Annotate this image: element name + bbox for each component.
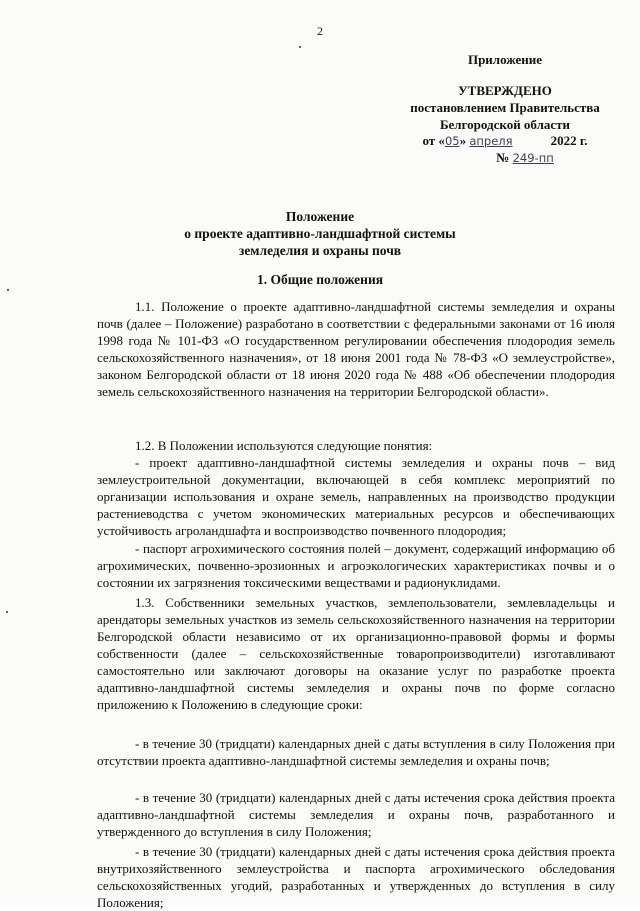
approved-date xyxy=(400,132,610,150)
approved-by-decree: постановлением Правительства xyxy=(410,100,600,115)
date-prefix: от « xyxy=(422,133,445,148)
scan-speck xyxy=(6,611,8,613)
date-month: апреля xyxy=(469,134,513,148)
deadline-item-3: - в течение 30 (тридцати) календарных дней с даты истечения срока действия проекта внутрихозяйственного землеустройства и паспорта агрохимического обследования сельскохозяйственных угодий, разработанных и утвержденных до вступления в силу Положения; xyxy=(97,844,615,910)
date-day: 05 xyxy=(444,134,460,148)
doc-title-line-2: о проекте адаптивно-ландшафтной системы xyxy=(184,226,456,241)
number-value: 249-пп xyxy=(512,151,554,165)
paragraph-1-1: 1.1. Положение о проекте адаптивно-ландшафтной системы земледелия и охраны почв (далее – Положение) разработано в соответствии с федеральными законами от 16 июля 1998 года № 101-ФЗ «О государственном регулировании обеспечения плодородия земель сельскохозяйственного назначения», от 18 июня 2001 года № 78-ФЗ «О землеустройстве», законом Белгородской области от 18 июня 2020 года № 488 «Об обеспечении плодородия земель сельскохозяйственного назначения на территории Белгородской области». xyxy=(97,299,615,399)
paragraph-1-2: 1.2. В Положении используются следующие понятия: xyxy=(135,438,433,453)
paragraph-1-3: 1.3. Собственники земельных участков, землепользователи, землевладельцы и арендаторы земельных участков из земель сельскохозяйственного назначения на территории Белгородской области независимо от их организационно-правовой формы и формы собственности (далее – сельскохозяйственные товаропроизводители) изготавливают самостоятельно или заключают договоры на оказание услуг по разработке проекта адаптивно-ландшафтной системы земледелия и охраны почв по форме согласно приложению к Положению в следующие сроки: xyxy=(97,595,615,712)
definition-passport: - паспорт агрохимического состояния полей – документ, содержащий информацию об агрохимических, почвенно-эрозионных и агроэкологических характеристиках почвы и о состоянии их загрязнения токсическими веществами и радионуклидами. xyxy=(97,541,615,590)
doc-title-line-3: земледелия и охраны почв xyxy=(238,243,402,258)
number-prefix: № xyxy=(496,150,513,165)
doc-title-line-1: Положение xyxy=(285,209,355,224)
date-mid: » xyxy=(459,133,470,148)
approved-number xyxy=(420,149,630,167)
scan-speck xyxy=(299,46,301,48)
deadline-item-2: - в течение 30 (тридцати) календарных дней с даты истечения срока действия проекта адаптивно-ландшафтной системы земледелия и охраны почв, разработанного и утвержденного до вступления в силу Положения; xyxy=(97,790,615,839)
appendix-label: Приложение xyxy=(467,52,543,67)
approved-region: Белгородской области xyxy=(439,117,571,132)
date-year: 2022 г. xyxy=(550,133,588,148)
page-number: 2 xyxy=(317,24,323,38)
definition-project: - проект адаптивно-ландшафтной системы земледелия и охраны почв – вид землеустроительной документации, включающей в себя комплекс мероприятий по организации использования и охране земель, направленных на производство продукции растениеводства с учетом экономических материальных ресурсов и обеспечивающих устойчивость агроландшафта и воспроизводство почвенного плодородия; xyxy=(97,455,615,538)
approved-stamp: УТВЕРЖДЕНО xyxy=(458,83,552,98)
section-heading: 1. Общие положения xyxy=(256,272,384,287)
deadline-item-1: - в течение 30 (тридцати) календарных дней с даты вступления в силу Положения при отсутствии проекта адаптивно-ландшафтной системы земледелия и охраны почв; xyxy=(97,736,615,768)
scan-speck xyxy=(7,289,9,291)
